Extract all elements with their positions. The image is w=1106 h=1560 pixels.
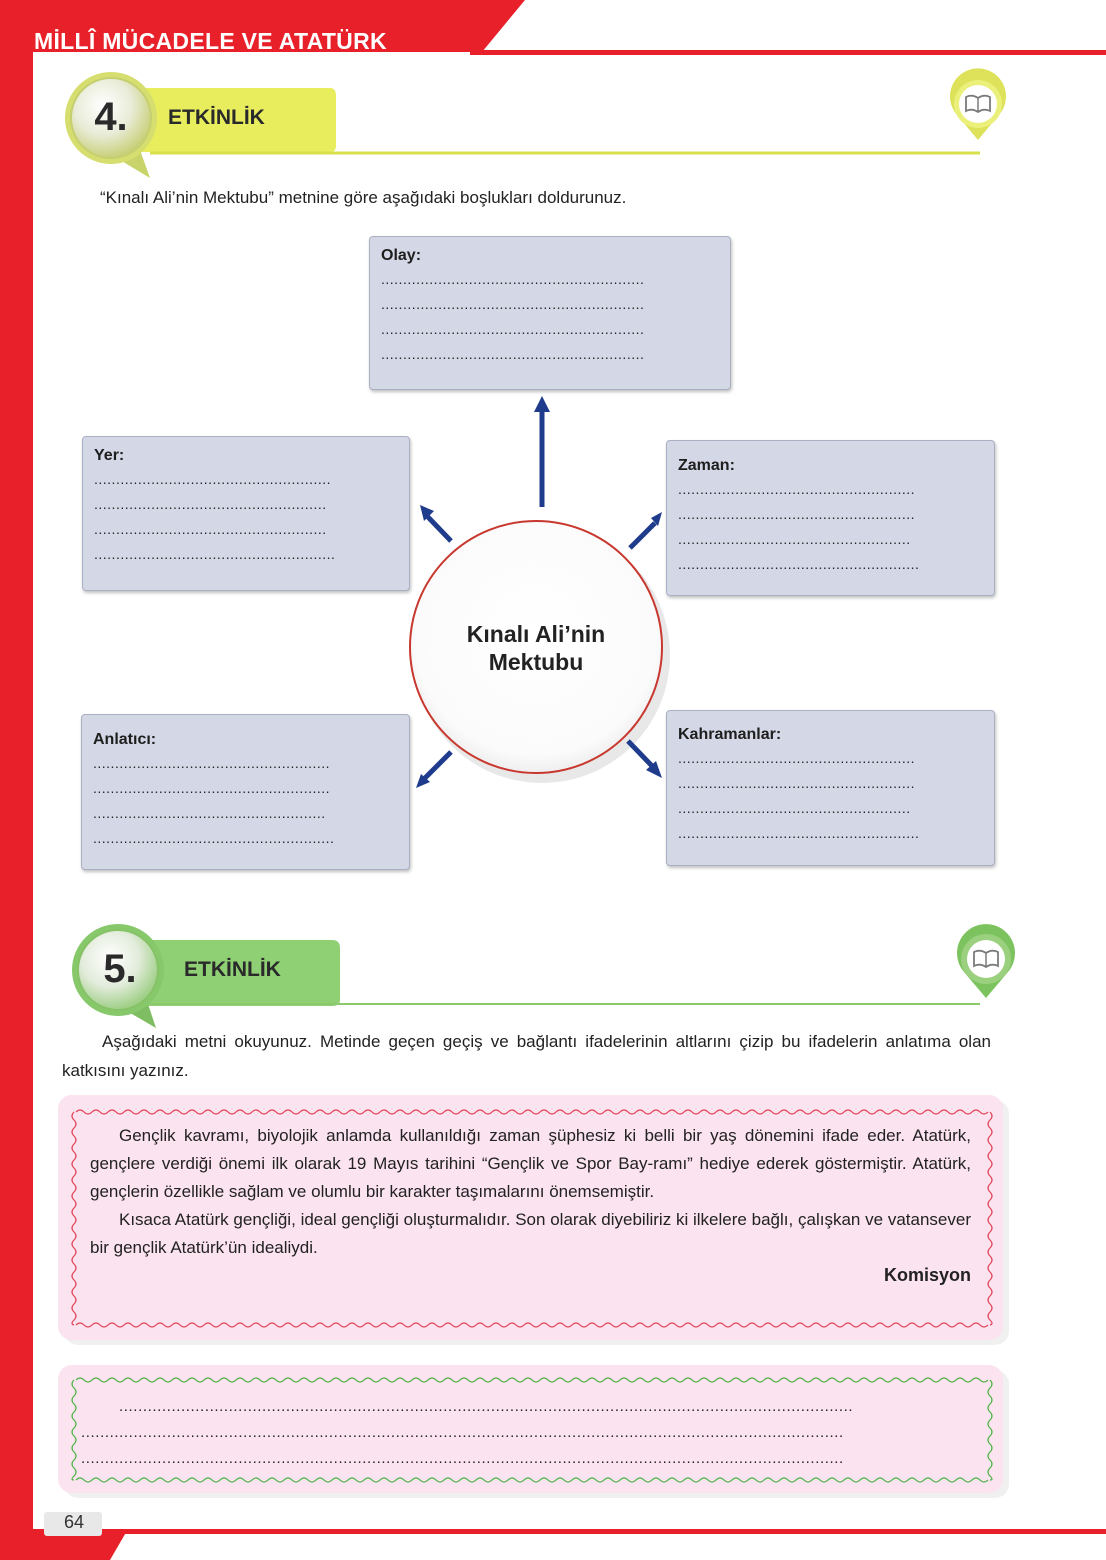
zaman-line[interactable]: ......................................................	[678, 506, 916, 522]
kahramanlar-line[interactable]: .......................................................	[678, 825, 920, 841]
anlatici-box	[81, 714, 410, 870]
reading-paragraph-2: Kısaca Atatürk gençliği, ideal gençliği oluşturmalıdır. Son olarak diyebiliriz ki ilkelere bağlı, çalışkan ve vatansever bir gençlik Atatürk’ün idealiydi.	[90, 1210, 971, 1257]
yer-box	[82, 436, 410, 591]
zaman-box	[666, 440, 995, 596]
yer-line[interactable]: .....................................................	[94, 521, 327, 537]
activity-5-number: 5.	[103, 947, 137, 991]
kahramanlar-line[interactable]: ......................................................	[678, 750, 916, 766]
center-title-line1: Kınalı Ali’nin	[466, 621, 606, 647]
center-title	[426, 620, 646, 676]
answer-line[interactable]: ................................................................................................................................................................	[81, 1450, 844, 1467]
yer-line[interactable]: .....................................................	[94, 496, 327, 512]
olay-line[interactable]: ............................................................	[381, 271, 645, 287]
yer-line[interactable]: .......................................................	[94, 546, 336, 562]
kahramanlar-title: Kahramanlar:	[678, 726, 782, 743]
olay-line[interactable]: ............................................................	[381, 321, 645, 337]
center-title-line2: Mektubu	[488, 649, 584, 675]
kahramanlar-box	[666, 710, 995, 866]
answer-line[interactable]: ..........................................................................................................................................................	[119, 1398, 854, 1415]
yer-title: Yer:	[94, 447, 125, 464]
reading-text	[90, 1122, 971, 1286]
reading-paragraph-1: Gençlik kavramı, biyolojik anlamda kullanıldığı zaman şüphesiz ki belli bir yaş dönemini ifade eder. Atatürk, gençlere verdiği önemi ilk olarak 19 Mayıs tarihini “Gençlik ve Spor Bay-ramı” hediye ederek göstermiştir. Atatürk, gençlerin özellikle sağlam ve olumlu bir karakter taşımalarını önemsemiştir.	[90, 1126, 971, 1201]
anlatici-line[interactable]: ......................................................	[93, 755, 331, 771]
olay-box	[369, 236, 731, 390]
answer-line[interactable]: ................................................................................................................................................................	[81, 1424, 844, 1441]
activity-4-label: ETKİNLİK	[168, 106, 265, 129]
olay-line[interactable]: ............................................................	[381, 296, 645, 312]
kahramanlar-line[interactable]: .....................................................	[678, 800, 911, 816]
activity-5-instruction: Aşağıdaki metni okuyunuz. Metinde geçen geçiş ve bağlantı ifadelerinin altlarını çizip bu ifadelerin anlatıma olan katkısını yazınız.	[62, 1032, 991, 1080]
olay-title: Olay:	[381, 247, 422, 264]
olay-line[interactable]: ............................................................	[381, 346, 645, 362]
activity-5-label: ETKİNLİK	[184, 958, 281, 981]
zaman-line[interactable]: .....................................................	[678, 531, 911, 547]
zaman-line[interactable]: ......................................................	[678, 481, 916, 497]
activity-4-number: 4.	[94, 95, 128, 139]
anlatici-line[interactable]: .....................................................	[93, 805, 326, 821]
anlatici-line[interactable]: .......................................................	[93, 830, 335, 846]
page-number: 64	[63, 1512, 85, 1532]
answer-area	[81, 1394, 986, 1472]
anlatici-title: Anlatıcı:	[93, 731, 157, 748]
kahramanlar-line[interactable]: ......................................................	[678, 775, 916, 791]
activity-4-instruction: “Kınalı Ali’nin Mektubu” metnine göre aşağıdaki boşlukları doldurunuz.	[100, 188, 627, 207]
reading-author: Komisyon	[883, 1265, 971, 1285]
chapter-title: MİLLÎ MÜCADELE VE ATATÜRK	[34, 28, 387, 54]
zaman-line[interactable]: .......................................................	[678, 556, 920, 572]
yer-line[interactable]: ......................................................	[94, 471, 332, 487]
zaman-title: Zaman:	[678, 457, 735, 474]
anlatici-line[interactable]: ......................................................	[93, 780, 331, 796]
